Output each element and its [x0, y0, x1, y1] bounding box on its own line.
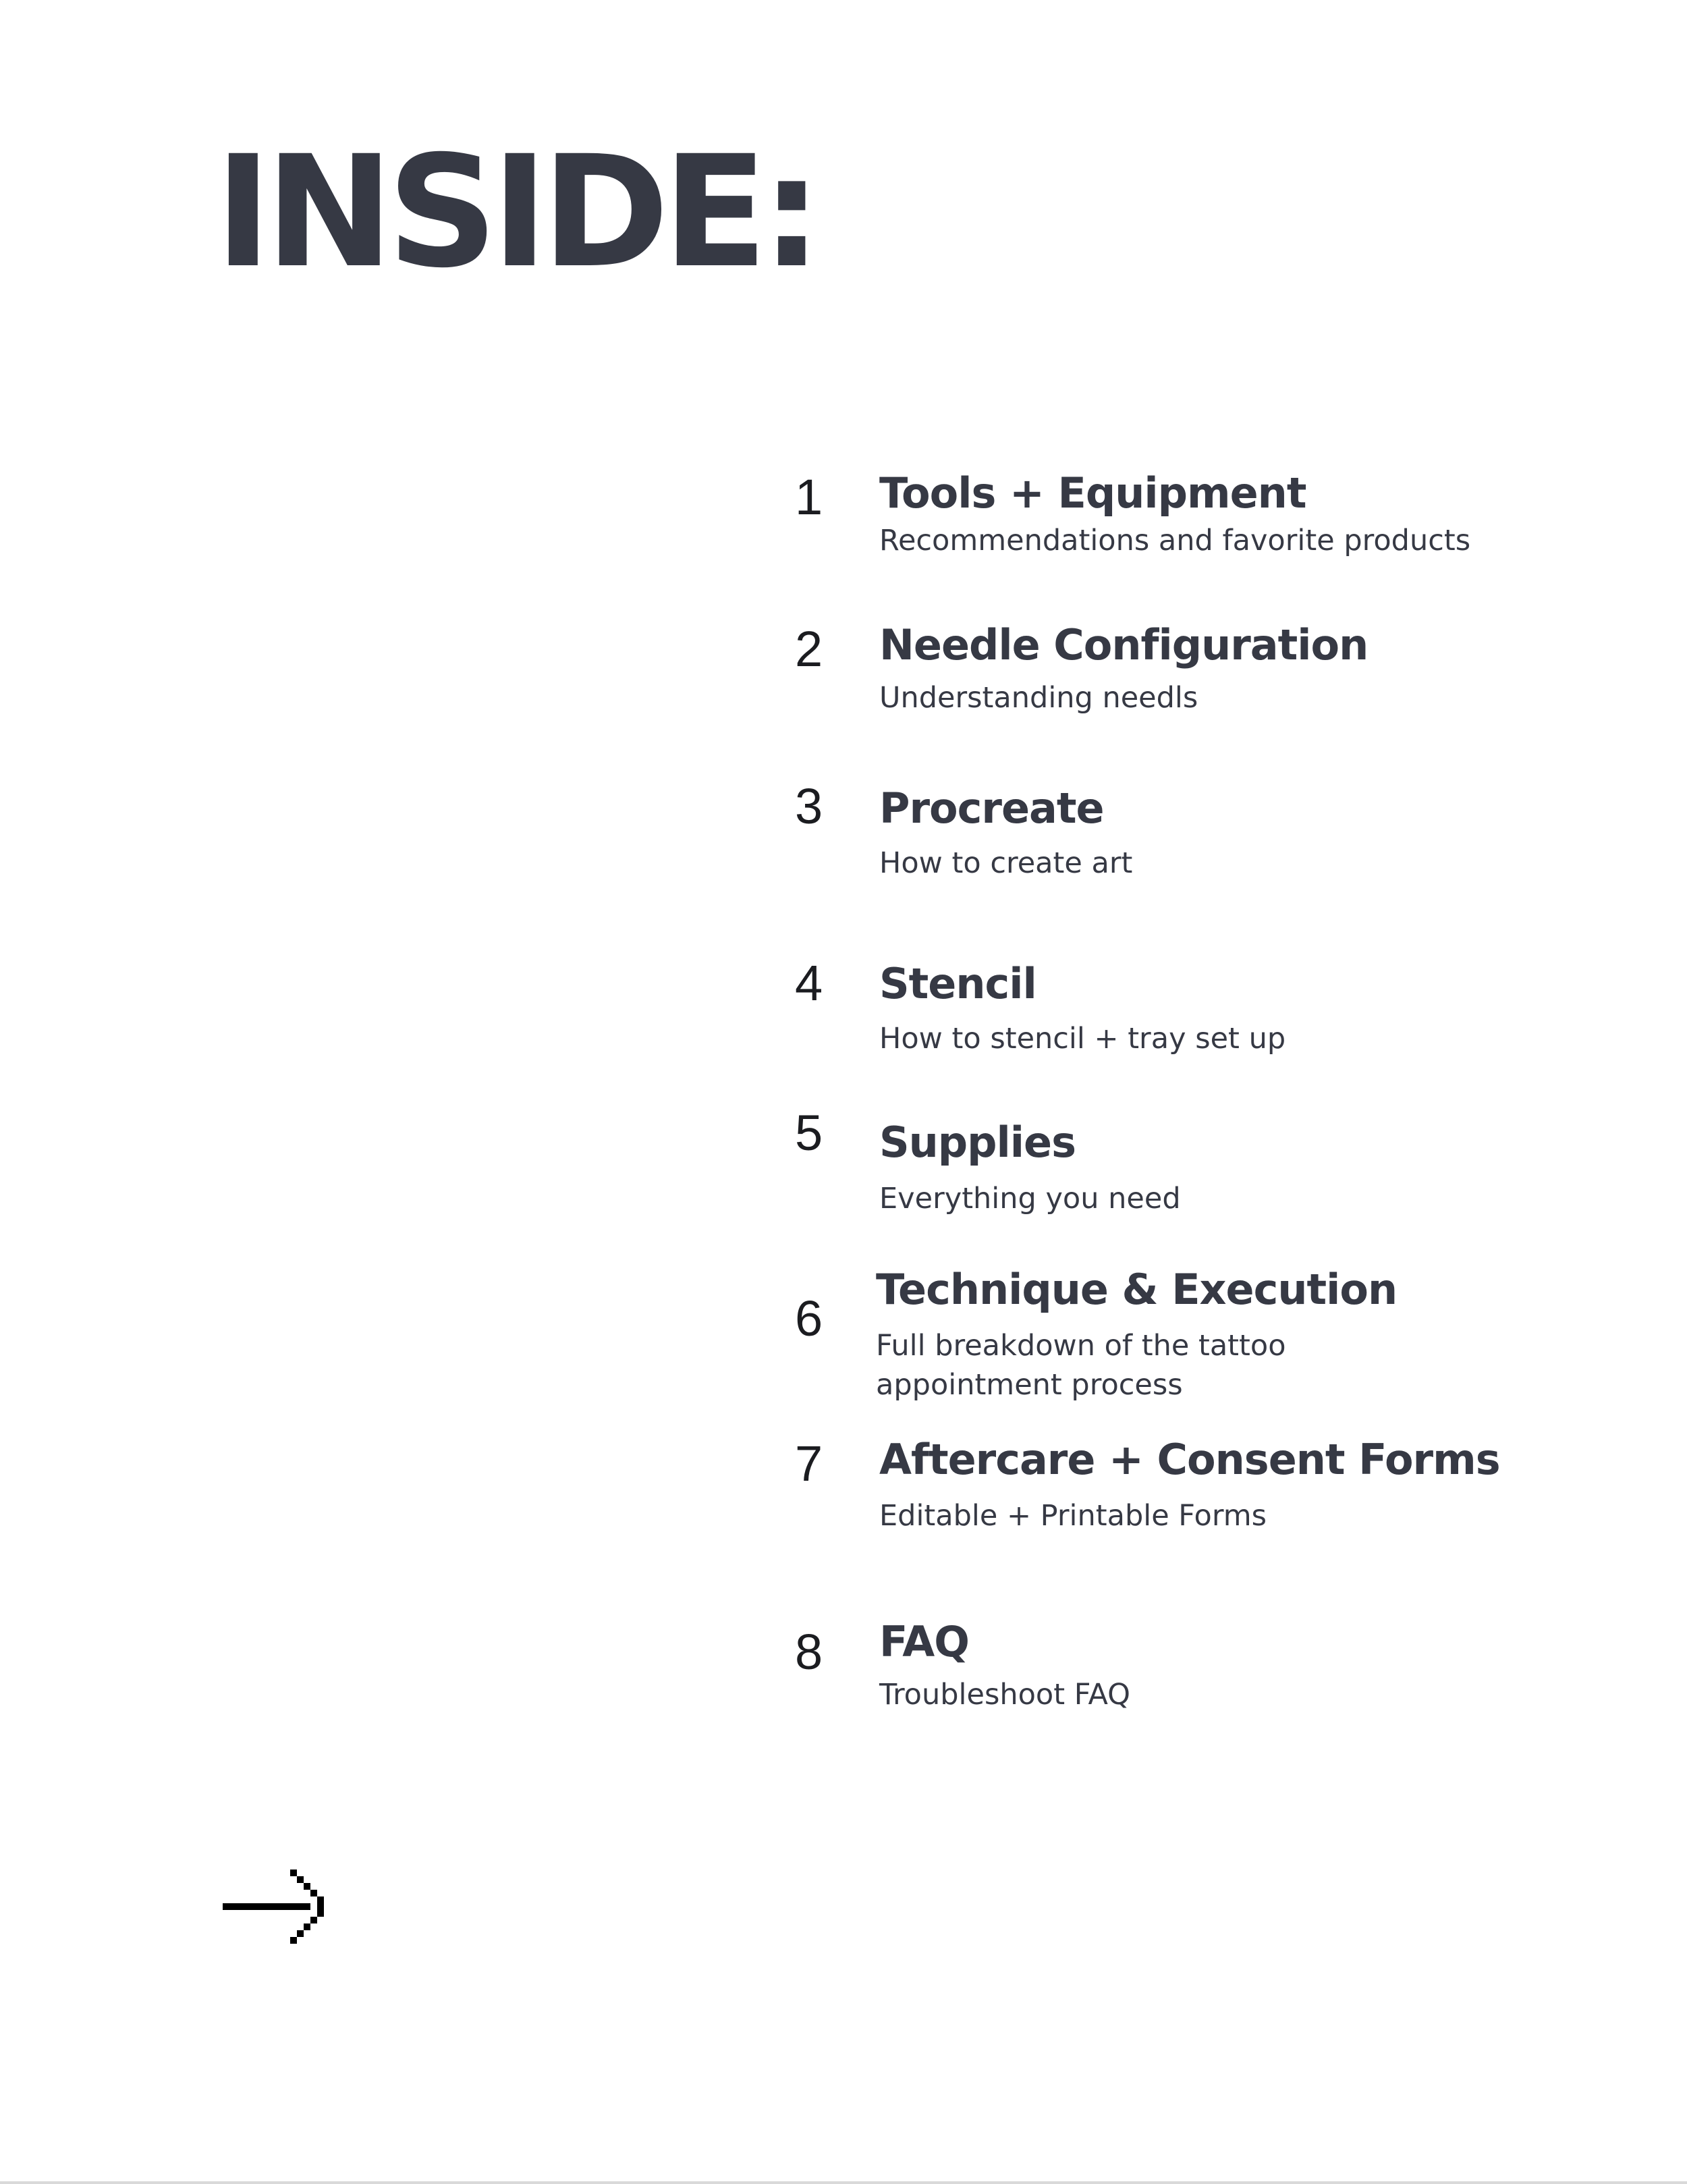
- toc-item-description: Troubleshoot FAQ: [879, 1678, 1131, 1712]
- toc-item-description: How to stencil + tray set up: [879, 1022, 1286, 1056]
- pixel-arrow-right-icon[interactable]: [223, 1869, 331, 1944]
- toc-item-description: Understanding needls: [879, 681, 1198, 715]
- toc-item-description: Recommendations and favorite products: [879, 524, 1471, 557]
- toc-item-heading: Aftercare + Consent Forms: [879, 1435, 1500, 1484]
- toc-item-description: Everything you need: [879, 1182, 1181, 1216]
- toc-item-heading: FAQ: [879, 1617, 969, 1666]
- toc-item-number: 4: [795, 955, 823, 1011]
- toc-item-number: 8: [795, 1624, 823, 1680]
- toc-item-number: 6: [795, 1290, 823, 1346]
- toc-item-number: 7: [795, 1436, 823, 1492]
- toc-item-description: Editable + Printable Forms: [879, 1499, 1267, 1533]
- toc-item-heading: Tools + Equipment: [879, 468, 1306, 518]
- toc-item-heading: Needle Configuration: [879, 620, 1368, 670]
- page-bottom-divider: [0, 2181, 1687, 2184]
- toc-item-heading: Stencil: [879, 959, 1036, 1008]
- toc-item-heading: Procreate: [879, 784, 1104, 833]
- toc-item-description: Full breakdown of the tattoo appointment process: [876, 1329, 1286, 1402]
- toc-item-heading: Supplies: [879, 1118, 1076, 1167]
- toc-item-number: 2: [795, 621, 823, 677]
- toc-item-number: 1: [795, 469, 823, 525]
- page-title: INSIDE:: [215, 122, 816, 302]
- toc-item-number: 3: [795, 778, 823, 834]
- toc-item-heading: Technique & Execution: [876, 1265, 1398, 1314]
- toc-item-number: 5: [795, 1105, 823, 1161]
- toc-item-description: How to create art: [879, 846, 1133, 880]
